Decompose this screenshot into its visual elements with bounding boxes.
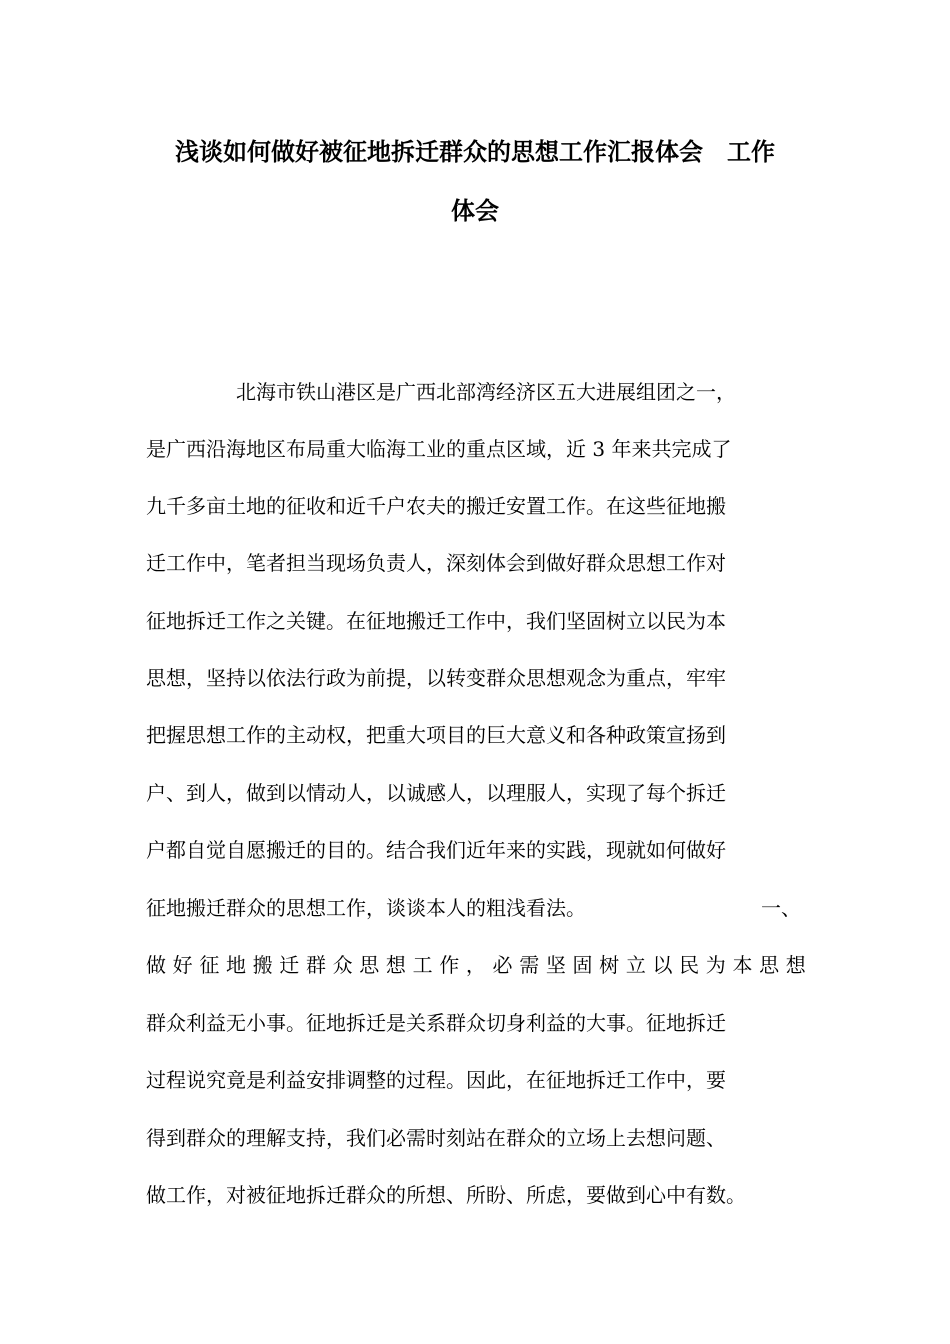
paragraph-line-14: 得到群众的理解支持，我们必需时刻站在群众的立场上去想问题、 bbox=[146, 1126, 726, 1150]
heading-char: 固 bbox=[572, 953, 593, 977]
paragraph-line-4: 迁工作中，笔者担当现场负责人，深刻体会到做好群众思想工作对 bbox=[146, 551, 726, 575]
heading-char: 本 bbox=[732, 953, 753, 977]
heading-char: 思 bbox=[359, 953, 380, 977]
heading-char: 坚 bbox=[545, 953, 566, 977]
heading-char: 树 bbox=[599, 953, 620, 977]
heading-char: 做 bbox=[146, 953, 166, 977]
heading-char: 必 bbox=[492, 953, 513, 977]
section-heading-line bbox=[146, 950, 806, 980]
heading-char: ， bbox=[465, 953, 486, 977]
heading-char: 地 bbox=[225, 953, 246, 977]
heading-char: 征 bbox=[199, 953, 220, 977]
heading-char: 立 bbox=[625, 953, 646, 977]
paragraph-line-15: 做工作，对被征地拆迁群众的所想、所盼、所虑，要做到心中有数。 bbox=[146, 1183, 746, 1207]
heading-char: 以 bbox=[652, 953, 673, 977]
paragraph-line-5: 征地拆迁工作之关键。在征地搬迁工作中，我们坚固树立以民为本 bbox=[146, 609, 726, 633]
paragraph-line-1: 北海市铁山港区是广西北部湾经济区五大进展组团之一， bbox=[236, 380, 736, 404]
heading-char: 群 bbox=[305, 953, 326, 977]
heading-char: 工 bbox=[412, 953, 433, 977]
paragraph-line-3: 九千多亩土地的征收和近千户农夫的搬迁安置工作。在这些征地搬 bbox=[146, 494, 726, 518]
paragraph-line-10: 征地搬迁群众的思想工作，谈谈本人的粗浅看法。 bbox=[146, 896, 586, 920]
paragraph-line-2: 是广西沿海地区布局重大临海工业的重点区域，近 3 年来共完成了 bbox=[146, 437, 732, 461]
heading-char: 需 bbox=[519, 953, 540, 977]
heading-char: 众 bbox=[332, 953, 353, 977]
heading-char: 民 bbox=[679, 953, 700, 977]
heading-char: 好 bbox=[172, 953, 193, 977]
section-number-one: 一、 bbox=[761, 896, 801, 920]
paragraph-line-6: 思想，坚持以依法行政为前提，以转变群众思想观念为重点，牢牢 bbox=[146, 666, 726, 690]
paragraph-line-8: 户、到人，做到以情动人，以诚感人，以理服人，实现了每个拆迁 bbox=[146, 781, 726, 805]
heading-char: 思 bbox=[759, 953, 780, 977]
paragraph-line-13: 过程说究竟是利益安排调整的过程。因此，在征地拆迁工作中，要 bbox=[146, 1068, 726, 1092]
paragraph-line-12: 群众利益无小事。征地拆迁是关系群众切身利益的大事。征地拆迁 bbox=[146, 1011, 726, 1035]
document-title-line-2: 体会 bbox=[451, 197, 499, 225]
paragraph-line-9: 户都自觉自愿搬迁的目的。结合我们近年来的实践，现就如何做好 bbox=[146, 838, 726, 862]
heading-char: 作 bbox=[439, 953, 460, 977]
heading-char: 想 bbox=[785, 953, 806, 977]
heading-char: 想 bbox=[385, 953, 406, 977]
heading-char: 为 bbox=[705, 953, 726, 977]
heading-char: 搬 bbox=[252, 953, 273, 977]
paragraph-line-7: 把握思想工作的主动权，把重大项目的巨大意义和各种政策宣扬到 bbox=[146, 723, 726, 747]
document-title-line-1: 浅谈如何做好被征地拆迁群众的思想工作汇报体会 工作 bbox=[175, 138, 775, 166]
heading-char: 迁 bbox=[279, 953, 300, 977]
